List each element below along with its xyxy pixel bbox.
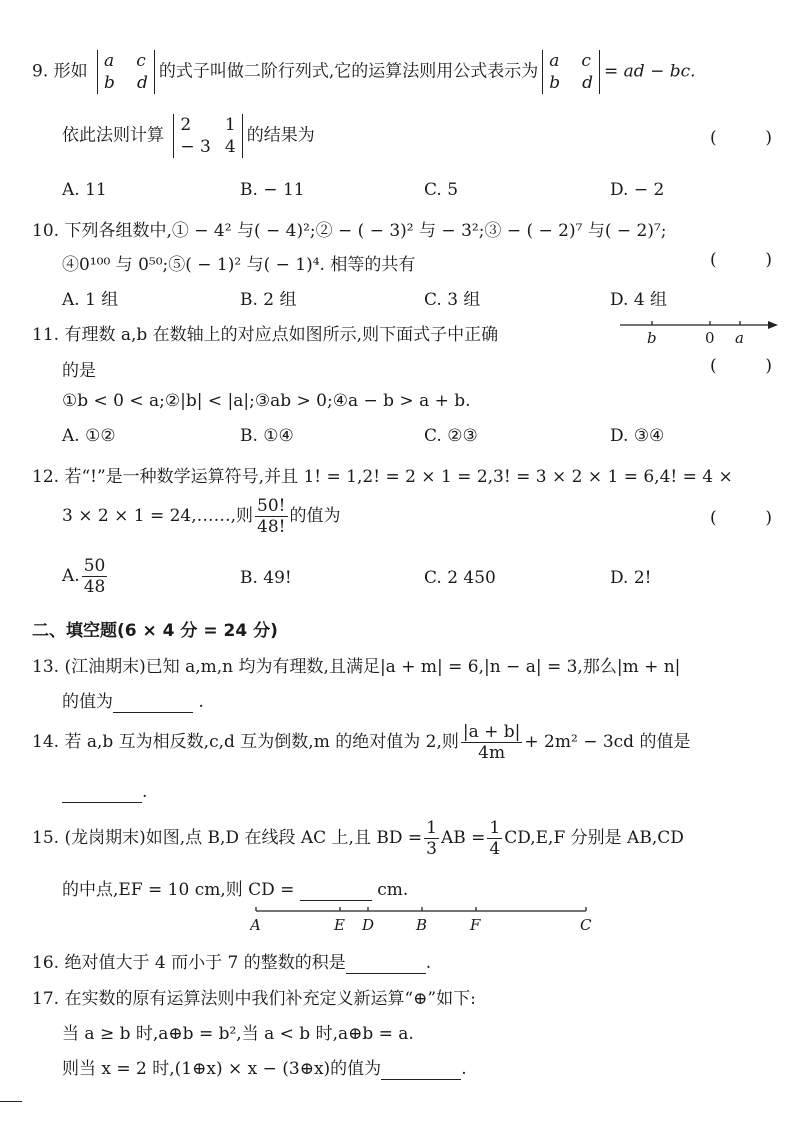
det2-b: b [549,73,561,93]
numeric-determinant [173,114,242,158]
q17-end: . [461,1059,467,1079]
q16-text: 绝对值大于 4 而小于 7 的整数的积是 [64,953,346,973]
q16-answer-blank[interactable] [346,953,426,974]
axis-label-a: a [735,329,744,347]
q9-pre: 形如 [53,61,88,82]
q9-line1 [32,50,774,94]
q12-line2 [62,496,774,537]
q11-number-line [618,314,782,348]
q15-f2-den: 4 [489,839,501,859]
q9-option-b[interactable]: B. − 11 [240,180,305,200]
section-heading: 二、填空题(6 × 4 分 = 24 分) [32,621,278,641]
det2-a: a [549,51,560,71]
q11-number: 11. [32,325,60,345]
q12-option-d[interactable]: D. 2! [610,568,652,588]
q12-option-a-prefix: A. [62,566,80,586]
point-label-c: C [580,916,592,934]
q10-line1-text: 下列各组数中,① − 4² 与( − 4)²;② − ( − 3)² 与 − 3²;③ − ( − 2)⁷ 与( − 2)⁷; [64,221,667,241]
q16-number: 16. [32,953,60,973]
detn-a: 2 [180,115,192,135]
q12-line2-pre: 3 × 2 × 1 = 24,……,则 [62,506,254,526]
q17-line1 [32,984,774,1009]
q12-option-a-fraction [82,556,108,597]
q14-fraction [461,722,523,763]
q15-segment-diagram [250,904,600,934]
q15-f1-den: 3 [426,839,437,859]
q11-option-b[interactable]: B. ①④ [240,426,294,446]
symbolic-determinant [97,50,155,94]
detn-b: − 3 [180,137,211,157]
footer-rule [0,1101,22,1102]
q15-line1 [32,818,774,859]
q13-answer-blank[interactable] [113,692,193,713]
axis-label-0: 0 [705,329,715,347]
det-a: a [104,51,115,71]
q9-option-d[interactable]: D. − 2 [610,180,665,200]
q15-line2-post: cm. [377,880,409,900]
q12-option-a-den: 48 [83,577,106,597]
q13-line2-text: 的值为 [62,692,113,712]
q9-option-a[interactable]: A. 11 [62,180,107,200]
q9-rule: = ad − bc. [604,61,696,82]
q10-option-c[interactable]: C. 3 组 [424,290,481,310]
q17-answer-blank[interactable] [381,1059,461,1080]
q12-option-a-num: 50 [83,556,106,576]
q10-line2: ④0¹⁰⁰ 与 0⁵⁰;⑤( − 1)² 与( − 1)⁴. 相等的共有 [62,255,416,275]
q10-option-a[interactable]: A. 1 组 [62,290,119,310]
q14-frac-denominator: 4m [478,743,506,763]
q15-mid: AB = [440,828,486,848]
q15-post: CD,E,F 分别是 AB,CD [504,828,684,848]
q9-number: 9. [32,61,49,82]
q13-end: . [198,692,204,712]
point-label-f: F [470,916,481,934]
q15-f2-num: 1 [489,818,501,838]
point-label-d: D [362,916,375,934]
det-d: d [136,73,148,93]
q11-line3: ①b < 0 < a;②|b| < |a|;③ab > 0;④a − b > a + b. [62,391,471,411]
q12-frac-denominator: 48! [257,517,286,537]
q16-end: . [425,953,432,973]
q15-number: 15. [32,828,60,848]
q14-line1 [32,722,774,763]
q9-line2 [62,114,774,158]
q14-number: 14. [32,732,60,752]
q14-post: + 2m² − 3cd 的值是 [524,732,691,752]
det2-c: c [581,51,591,71]
q12-line2-post: 的值为 [289,506,341,526]
q14-frac-numerator: |a + b| [462,722,521,742]
q14-pre: 若 a,b 互为相反数,c,d 互为倒数,m 的绝对值为 2,则 [64,732,459,752]
q14-line2 [62,782,774,803]
q15-line2-pre: 的中点,EF = 10 cm,则 CD = [62,880,295,900]
q16-line [32,948,774,974]
q10-line1 [32,216,774,241]
q11-option-c[interactable]: C. ②③ [424,426,478,446]
det-c: c [136,51,146,71]
q13-line1 [32,652,774,677]
point-label-e: E [334,916,345,934]
q12-number: 12. [32,467,60,487]
q9-line2-pre: 依此法则计算 [62,125,164,146]
q10-number: 10. [32,221,60,241]
q13-number: 13. [32,657,60,677]
q17-line3-text: 则当 x = 2 时,(1⊕x) × x − (3⊕x)的值为 [62,1059,382,1079]
det2-d: d [582,73,594,93]
q11-line1-text: 有理数 a,b 在数轴上的对应点如图所示,则下面式子中正确 [64,325,499,345]
q11-line2: 的是 [62,361,96,381]
q15-line2 [62,875,774,901]
q11-line1 [32,320,594,345]
q9-option-c[interactable]: C. 5 [424,180,459,200]
q10-option-b[interactable]: B. 2 组 [240,290,297,310]
det-b: b [104,73,115,93]
q14-answer-blank[interactable] [62,782,142,803]
q12-answer-paren: ( ) [710,508,772,528]
q17-line1-text: 在实数的原有运算法则中我们补充定义新运算“⊕”如下: [64,989,476,1009]
q9-line2-post: 的结果为 [246,125,315,146]
symbolic-determinant-2 [542,50,600,94]
q12-option-c[interactable]: C. 2 450 [424,568,496,588]
point-label-b: B [416,916,428,934]
q12-line1-text: 若“!”是一种数学运算符号,并且 1! = 1,2! = 2 × 1 = 2,3! = 3 × 2 × 1 = 6,4! = 4 × [64,467,733,487]
q11-option-a[interactable]: A. ①② [62,426,116,446]
q15-fraction-2 [487,818,502,859]
q12-frac-numerator: 50! [257,496,286,516]
q9-answer-paren: ( ) [710,128,772,148]
q15-answer-blank[interactable] [300,880,372,901]
q12-option-a[interactable] [62,556,109,597]
q17-number: 17. [32,989,60,1009]
point-label-a: A [250,916,261,934]
q14-end: . [142,782,148,802]
arrow-right-icon [768,321,778,329]
q10-option-d[interactable]: D. 4 组 [610,290,668,310]
q17-line3 [62,1054,774,1080]
q10-answer-paren: ( ) [710,250,772,270]
q12-fraction [255,496,287,537]
axis-label-b: b [647,329,657,347]
detn-c: 1 [224,115,236,135]
q17-line2: 当 a ≥ b 时,a⊕b = b²,当 a < b 时,a⊕b = a. [62,1024,414,1044]
q12-line1 [32,462,774,487]
q11-option-d[interactable]: D. ③④ [610,426,665,446]
q13-line2 [62,687,774,713]
q15-fraction-1 [424,818,439,859]
q13-line1-text: (江油期末)已知 a,m,n 均为有理数,且满足|a + m| = 6,|n − a| = 3,那么|m + n| [64,657,681,677]
q11-answer-paren: ( ) [710,356,772,376]
q15-f1-num: 1 [426,818,437,838]
q12-option-b[interactable]: B. 49! [240,568,292,588]
q15-pre: (龙岗期末)如图,点 B,D 在线段 AC 上,且 BD = [64,828,423,848]
q9-mid: 的式子叫做二阶行列式,它的运算法则用公式表示为 [158,61,539,82]
detn-d: 4 [224,137,236,157]
